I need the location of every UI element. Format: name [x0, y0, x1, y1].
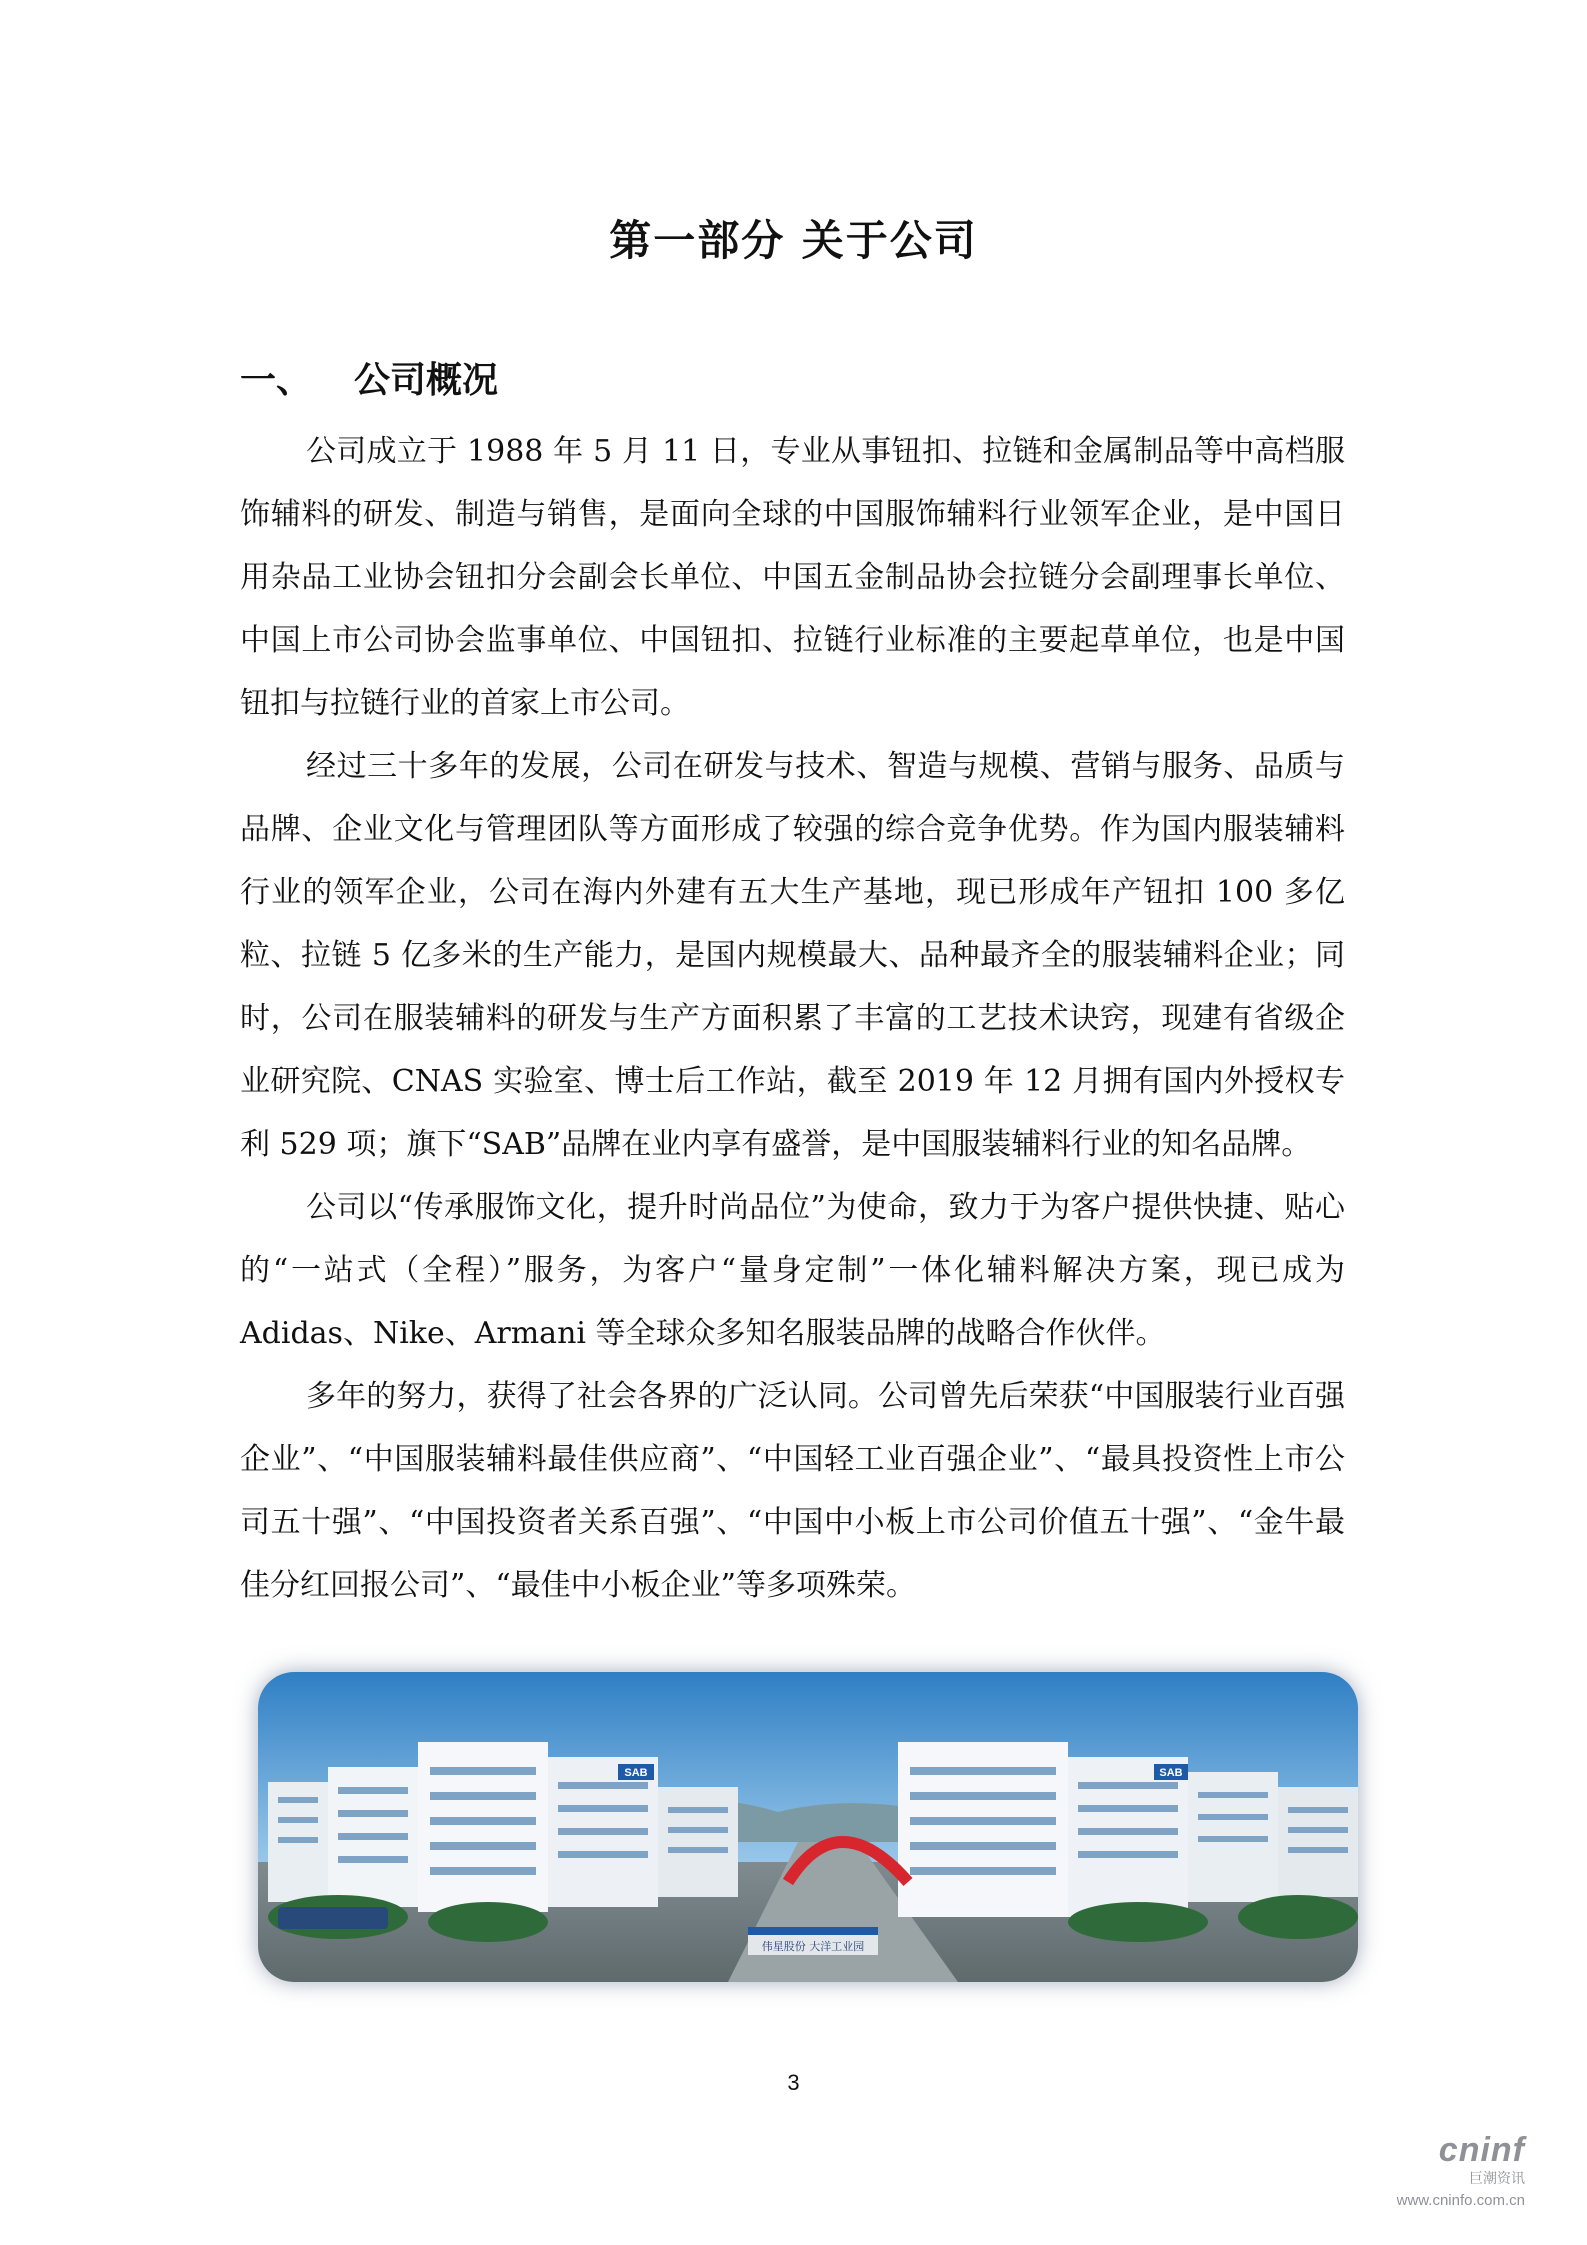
paragraph: 公司成立于 1988 年 5 月 11 日，专业从事钮扣、拉链和金属制品等中高档服饰辅料的研发、制造与销售，是面向全球的中国服饰辅料行业领军企业，是中国日用杂品工业协会钮扣分会副会长单位、中国五金制品协会拉链分会副理事长单位、中国上市公司协会监事单位、中国钮扣、拉链行业标准的主要起草单位，也是中国钮扣与拉链行业的首家上市公司。	[240, 434, 1345, 721]
gate-sign: 伟星股份 大洋工业园	[761, 1940, 865, 1953]
cninfo-name: 巨潮资讯	[1469, 2170, 1525, 2186]
body-text	[240, 420, 1345, 1617]
section-number: 一、	[240, 360, 313, 401]
paragraph: 多年的努力，获得了社会各界的广泛认同。公司曾先后荣获“中国服装行业百强企业”、“中国服装辅料最佳供应商”、“中国轻工业百强企业”、“最具投资性上市公司五十强”、“中国投资者关系百强”、“中国中小板上市公司价值五十强”、“金牛最佳分红回报公司”、“最佳中小板企业”等多项殊荣。	[240, 1379, 1345, 1603]
sab-sign-left: SAB	[624, 1767, 648, 1779]
cninfo-url: www.cninfo.com.cn	[1396, 2192, 1525, 2209]
sab-sign-right: SAB	[1159, 1767, 1183, 1779]
paragraph: 公司以“传承服饰文化，提升时尚品位”为使命，致力于为客户提供快捷、贴心的“一站式（全程）”服务，为客户“量身定制”一体化辅料解决方案，现已成为 Adidas、Nike、Armani 等全球众多知名服装品牌的战略合作伙伴。	[240, 1190, 1345, 1351]
page-number: 3	[787, 2070, 800, 2095]
cninfo-logo: cninf	[1438, 2131, 1525, 2169]
industrial-park-photo	[258, 1672, 1358, 1982]
section-title: 公司概况	[354, 360, 499, 401]
section-heading	[240, 352, 498, 403]
paragraph: 经过三十多年的发展，公司在研发与技术、智造与规模、营销与服务、品质与品牌、企业文化与管理团队等方面形成了较强的综合竞争优势。作为国内服装辅料行业的领军企业，公司在海内外建有五大生产基地，现已形成年产钮扣 100 多亿粒、拉链 5 亿多米的生产能力，是国内规模最大、品种最齐全的服装辅料企业；同时，公司在服装辅料的研发与生产方面积累了丰富的工艺技术诀窍，现建有省级企业研究院、CNAS 实验室、博士后工作站，截至 2019 年 12 月拥有国内外授权专利 529 项；旗下“SAB”品牌在业内享有盛誉，是中国服装辅料行业的知名品牌。	[240, 749, 1345, 1162]
cninfo-watermark	[1397, 2131, 1525, 2209]
page-title: 第一部分 关于公司	[609, 216, 978, 265]
